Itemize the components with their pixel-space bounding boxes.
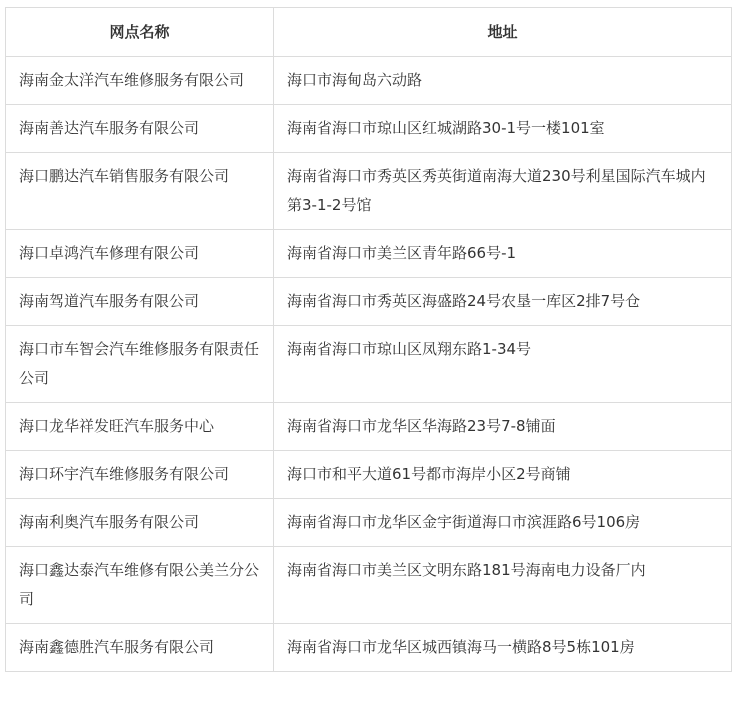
address-cell: 海口市海甸岛六动路: [274, 57, 732, 105]
address-cell: 海南省海口市美兰区青年路66号-1: [274, 230, 732, 278]
address-cell: 海南省海口市龙华区金宇街道海口市滨涯路6号106房: [274, 499, 732, 547]
outlet-name-cell: 海口龙华祥发旺汽车服务中心: [6, 403, 274, 451]
table-row: [6, 624, 732, 672]
outlet-name-cell: 海南鑫德胜汽车服务有限公司: [6, 624, 274, 672]
table-row: [6, 153, 732, 230]
outlet-name-cell: 海口鹏达汽车销售服务有限公司: [6, 153, 274, 230]
table-row: [6, 278, 732, 326]
table-row: [6, 230, 732, 278]
address-cell: 海南省海口市琼山区红城湖路30-1号一楼101室: [274, 105, 732, 153]
table-row: [6, 403, 732, 451]
table-row: [6, 451, 732, 499]
outlet-name-cell: 海南善达汽车服务有限公司: [6, 105, 274, 153]
table-row: [6, 105, 732, 153]
address-cell: 海南省海口市秀英区秀英街道南海大道230号利星国际汽车城内第3-1-2号馆: [274, 153, 732, 230]
address-cell: 海南省海口市秀英区海盛路24号农垦一库区2排7号仓: [274, 278, 732, 326]
address-cell: 海南省海口市龙华区华海路23号7-8铺面: [274, 403, 732, 451]
header-row: [6, 8, 732, 57]
table-header: [6, 8, 732, 57]
table-row: [6, 547, 732, 624]
header-address: 地址: [274, 8, 732, 57]
outlet-name-cell: 海口鑫达泰汽车维修有限公美兰分公司: [6, 547, 274, 624]
service-outlet-table: [5, 7, 732, 672]
table-row: [6, 326, 732, 403]
outlet-name-cell: 海南金太洋汽车维修服务有限公司: [6, 57, 274, 105]
table-row: [6, 57, 732, 105]
outlet-name-cell: 海南利奥汽车服务有限公司: [6, 499, 274, 547]
outlet-name-cell: 海口卓鸿汽车修理有限公司: [6, 230, 274, 278]
header-outlet-name: 网点名称: [6, 8, 274, 57]
address-cell: 海南省海口市美兰区文明东路181号海南电力设备厂内: [274, 547, 732, 624]
service-outlet-table-container: [5, 7, 731, 672]
outlet-name-cell: 海口环宇汽车维修服务有限公司: [6, 451, 274, 499]
address-cell: 海口市和平大道61号都市海岸小区2号商铺: [274, 451, 732, 499]
table-body: [6, 57, 732, 672]
table-row: [6, 499, 732, 547]
outlet-name-cell: 海口市车智会汽车维修服务有限责任公司: [6, 326, 274, 403]
address-cell: 海南省海口市琼山区凤翔东路1-34号: [274, 326, 732, 403]
address-cell: 海南省海口市龙华区城西镇海马一横路8号5栋101房: [274, 624, 732, 672]
outlet-name-cell: 海南驾道汽车服务有限公司: [6, 278, 274, 326]
